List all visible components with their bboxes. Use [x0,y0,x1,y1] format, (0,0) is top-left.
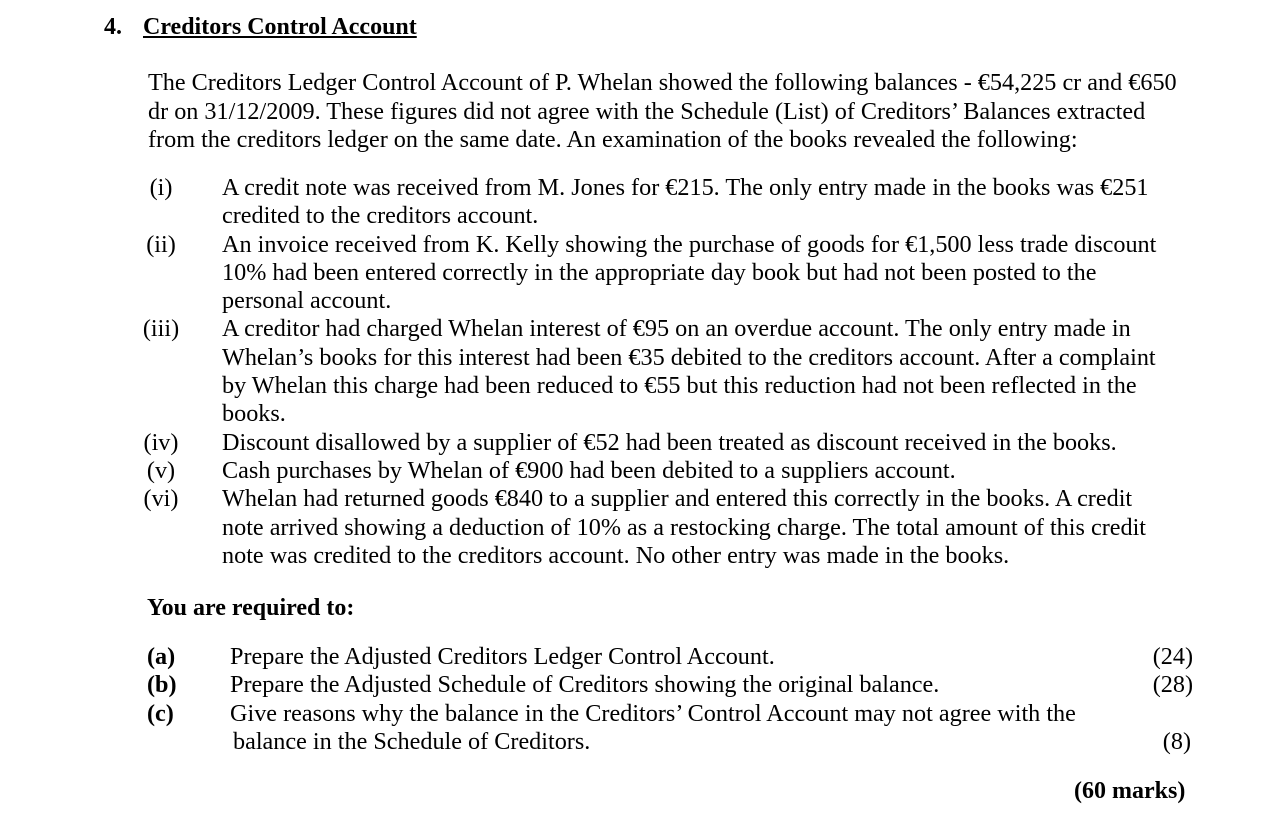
item-number: (iii) [142,315,180,343]
task-text: Prepare the Adjusted Schedule of Creditors showing the original balance. [230,671,940,699]
item-text: Discount disallowed by a supplier of €52 had been treated as discount received in the books. [222,428,1117,456]
question-number: 4. [104,14,122,40]
task-marks: (24) [1152,643,1193,670]
item-number: (ii) [146,230,176,258]
task-letter: (a) [147,643,176,670]
item-number: (vi) [143,485,179,513]
list-item [140,231,1210,316]
list-item [140,315,1210,428]
task-marks: (8) [1162,727,1191,755]
list-item [140,429,1210,457]
task-item [147,643,1197,671]
task-item [147,700,1197,757]
item-text: by Whelan this charge had been reduced to €55 but this reduction had not been reflected in the [222,372,1137,400]
list-item [140,485,1210,570]
required-heading: You are required to: [147,595,355,621]
task-text: Give reasons why the balance in the Creditors’ Control Account may not agree with the [230,699,1076,727]
task-text: balance in the Schedule of Creditors. [233,727,591,755]
item-text: Whelan had returned goods €840 to a supplier and entered this correctly in the books. A credit [222,485,1133,513]
item-text: An invoice received from K. Kelly showing the purchase of goods for €1,500 less trade discount [222,230,1157,258]
intro-line: from the creditors ledger on the same date. An examination of the books revealed the following: [148,126,1078,153]
item-text: note was credited to the creditors account. No other entry was made in the books. [222,541,1010,569]
task-letter: (c) [147,699,174,727]
task-letter: (b) [147,671,177,699]
intro-paragraph [148,69,1218,155]
item-text: books. [222,400,286,428]
item-text: note arrived showing a deduction of 10% as a restocking charge. The total amount of this credit [222,513,1147,541]
total-marks: (60 marks) [1074,778,1186,804]
item-text: Cash purchases by Whelan of €900 had been debited to a suppliers account. [222,456,956,484]
list-item [140,457,1210,485]
task-marks: (28) [1152,671,1193,699]
item-list [140,174,1210,570]
item-text: Whelan’s books for this interest had been €35 debited to the creditors account. After a complaint [222,343,1156,371]
item-number: (i) [149,174,173,201]
question-title: Creditors Control Account [143,14,417,40]
item-number: (v) [146,456,176,484]
task-text: Prepare the Adjusted Creditors Ledger Control Account. [230,643,775,670]
item-text: credited to the creditors account. [222,202,539,230]
intro-line: dr on 31/12/2009. These figures did not agree with the Schedule (List) of Creditors’ Balances extracted [148,97,1146,125]
item-text: A credit note was received from M. Jones for €215. The only entry made in the books was €251 [222,174,1149,201]
list-item [140,174,1210,231]
task-list [147,643,1197,756]
task-item [147,671,1197,699]
item-number: (iv) [143,428,179,456]
intro-line: The Creditors Ledger Control Account of P. Whelan showed the following balances - €54,225 cr and €650 [148,69,1177,96]
item-text: 10% had been entered correctly in the appropriate day book but had not been posted to the [222,258,1097,286]
item-text: personal account. [222,287,392,315]
item-text: A creditor had charged Whelan interest of €95 on an overdue account. The only entry made in [222,315,1131,343]
